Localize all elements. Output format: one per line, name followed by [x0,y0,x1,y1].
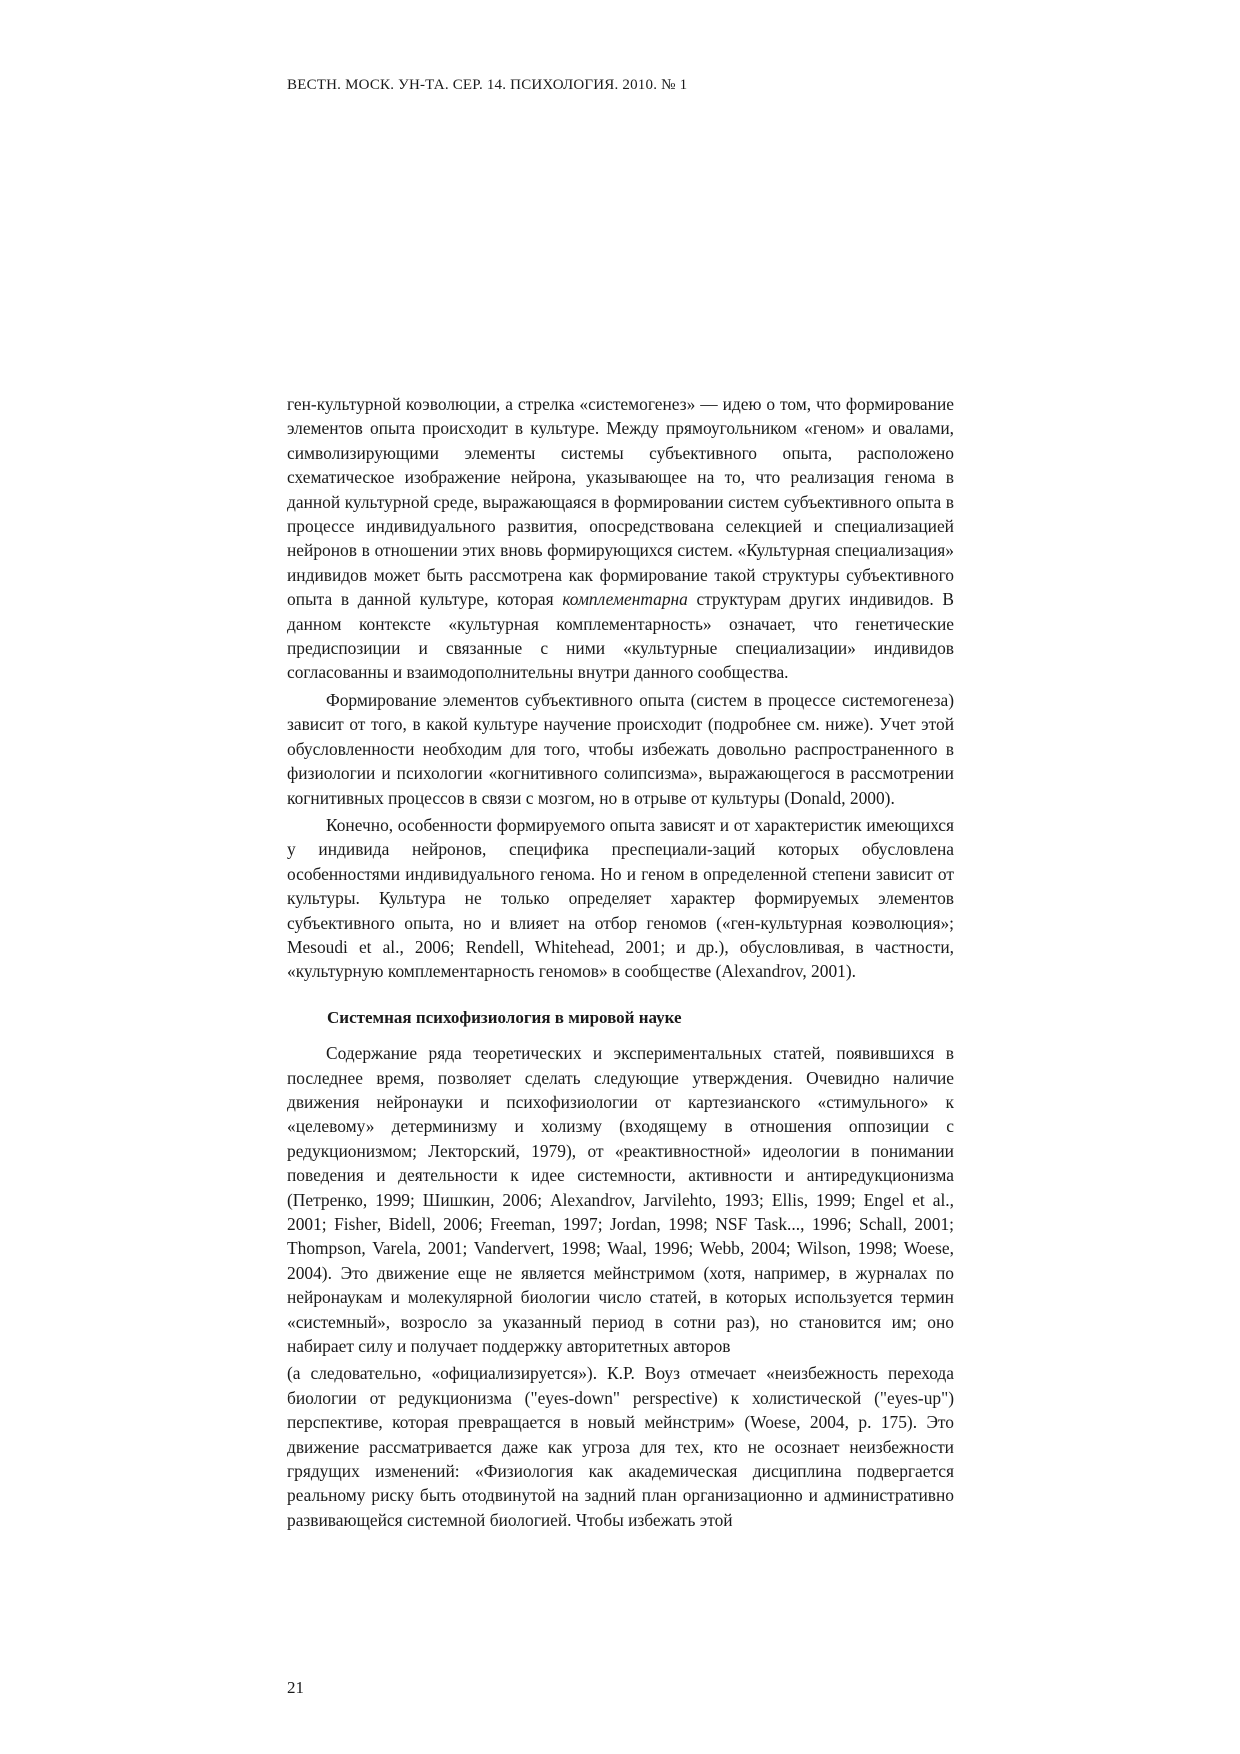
paragraph-3: Конечно, особенности формируемого опыта зависят и от характеристик имеющихся у индивида нейронов, специфика преспециали-заций которых обусловлена особенностями индивидуального генома. Но и геном в определенной степени зависит от культуры. Культура не только определяет характер формируемых элементов субъективного опыта, но и влияет на отбор геномов («ген-культурная коэволюция»; Mesoudi et al., 2006; Rendell, Whitehead, 2001; и др.), обусловливая, в частности, «культурную комплементарность геномов» в сообществе (Alexandrov, 2001). [287,814,954,982]
article-body [287,392,954,1532]
running-header: ВЕСТН. МОСК. УН-ТА. СЕР. 14. ПСИХОЛОГИЯ. 2010. № 1 [287,77,688,93]
emphasis-complementary: комплементарна [562,589,688,610]
section-heading: Системная психофизиология в мировой науке [327,1007,682,1027]
paragraph-1-end: структурам других индивидов. В данном контексте «культурная комплементарность» означает, что генетические предиспозиции и связанные с ними «культурные специализации» индивидов согласованны и взаимодополнительны внутри данного сообщества. [287,589,954,683]
paragraph-4: Содержание ряда теоретических и экспериментальных статей, появившихся в последнее время, позволяет сделать следующие утверждения. Очевидно наличие движения нейронауки и психофизиологии от картезианского «стимульного» к «целевому» детерминизму и холизму (входящему в отношения оппозиции с редукционизмом; Лекторский, 1979), от «реактивностной» идеологии в понимании поведения и деятельности к идее системности, активности и антиредукционизма (Петренко, 1999; Шишкин, 2006; Alexandrov, Jarvilehto, 1993; Ellis, 1999; Engel et al., 2001; Fisher, Bidell, 2006; Freeman, 1997; Jordan, 1998; NSF Task..., 1996; Schall, 2001; Thompson, Varela, 2001; Vandervert, 1998; Waal, 1996; Webb, 2004; Wilson, 1998; Woese, 2004). Это движение еще не является мейнстримом (хотя, например, в журналах по нейронаукам и молекулярной биологии число статей, в которых используется термин «системный», возросло за указанный период в сотни раз), но становится им; оно набирает силу и получает поддержку авторитетных авторов [287,1043,954,1357]
paragraph-5: (а следовательно, «официализируется»). К.Р. Воуз отмечает «неизбежность перехода биологии от редукционизма ("eyes-down" perspective) к холистической ("eyes-up") перспективе, которая превращается в новый мейнстрим» (Woese, 2004, p. 175). Это движение рассматривается даже как угроза для тех, кто не осознает неизбежности грядущих изменений: «Физиология как академическая дисциплина подвергается реальному риску быть отодвинутой на задний план организационно и административно развивающейся системной биологией. Чтобы избежать этой [287,1363,954,1530]
page-number: 21 [287,1678,304,1697]
paragraph-2: Формирование элементов субъективного опыта (систем в процессе системогенеза) зависит от того, в какой культуре научение происходит (подробнее см. ниже). Учет этой обусловленности необходим для того, чтобы избежать довольно распространенного в физиологии и психологии «когнитивного солипсизма», выражающегося в рассмотрении когнитивных процессов в связи с мозгом, но в отрыве от культуры (Donald, 2000). [287,689,954,808]
paragraph-1-start: ген-культурной коэволюции, а стрелка «системогенез» — идею о том, что формирование элементов опыта происходит в культуре. Между прямоугольником «геном» и овалами, символизирующими элементы системы субъективного опыта, расположено схематическое изображение нейрона, указывающее на то, что реализация генома в данной культурной среде, выражающаяся в формировании систем субъективного опыта в процессе индивидуального развития, опосредствована селекцией и специализацией нейронов в отношении этих вновь формирующихся систем. «Культурная специализация» индивидов может быть рассмотрена как формирование такой структуры субъективного опыта в данной культуре, которая [287,394,954,610]
paragraph-1 [287,392,954,685]
